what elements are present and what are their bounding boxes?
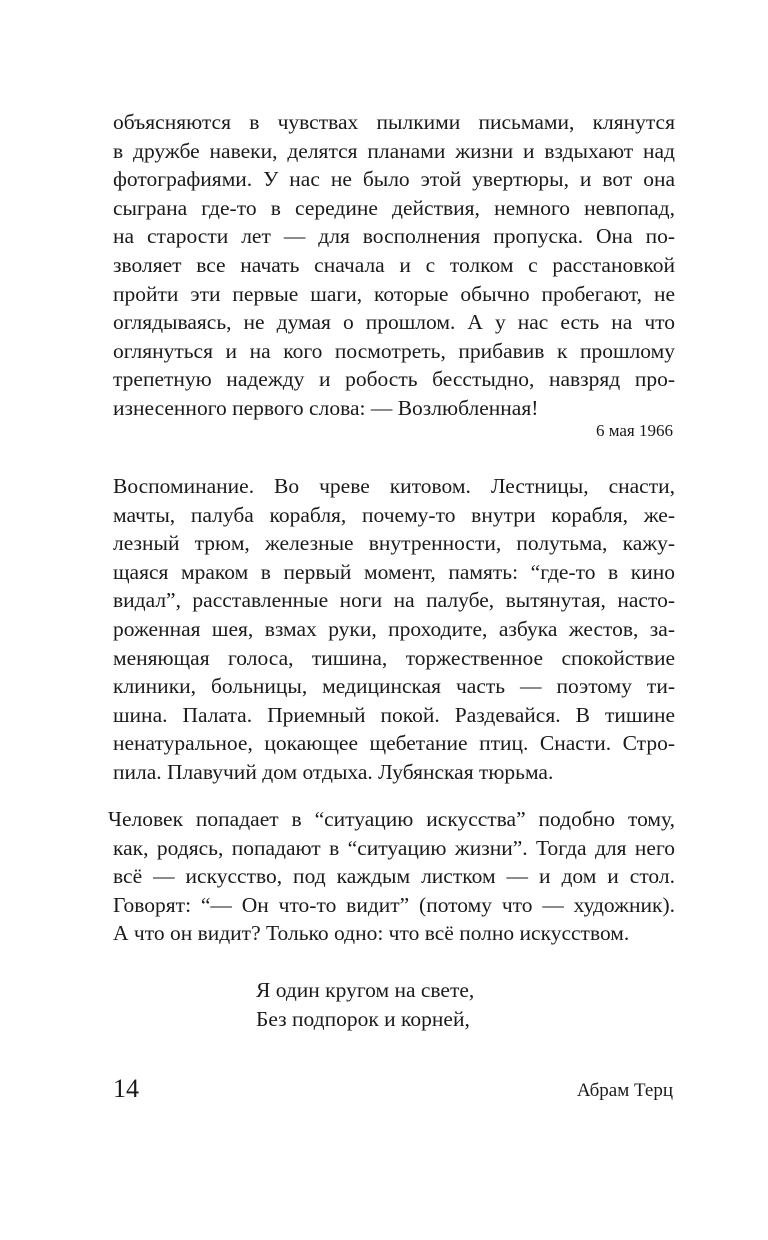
text-line: зволяет все начать сначала и с толком с расстановкой — [113, 252, 675, 277]
text-line: как, родясь, попадают в “ситуацию жизни”. Тогда для него — [113, 835, 675, 860]
text-line: А что он видит? Только одно: что всё полно искусством. — [113, 921, 630, 946]
text-line: сыграна где-то в середине действия, немного невпопад, — [113, 195, 675, 220]
page-number: 14 — [113, 1074, 139, 1103]
paragraph-art — [108, 805, 675, 948]
text-line: пройти эти первые шаги, которые обычно пробегают, не — [113, 281, 675, 306]
text-line: клиники, больницы, медицинская часть — поэтому ти- — [113, 674, 675, 699]
text-line: Воспоминание. Во чреве китовом. Лестницы, снасти, — [113, 474, 675, 498]
text-line: объясняются в чувствах пылкими письмами, клянутся — [113, 110, 675, 134]
text-line: меняющая голоса, тишина, торжественное спокойствие — [113, 645, 675, 670]
text-line: Говорят: “— Он что-то видит” (потому что — художник). — [113, 892, 675, 917]
paragraph-memory — [113, 472, 675, 787]
text-line: лезный трюм, железные внутренности, полутьма, кажу- — [113, 531, 675, 556]
entry-date: 6 мая 1966 — [595, 421, 673, 440]
text-line: фотографиями. У нас не было этой увертюры, и вот она — [113, 167, 675, 192]
text-line: на старости лет — для восполнения пропуска. Она по- — [113, 224, 675, 249]
text-line: мачты, палуба корабля, почему-то внутри корабля, же- — [113, 502, 675, 527]
text-line: оглянуться и на кого посмотреть, прибавив к прошлому — [113, 338, 675, 363]
poem-excerpt — [256, 976, 474, 1034]
text-line: шина. Палата. Приемный покой. Раздевайся. В тишине — [113, 702, 675, 727]
poem-line: Без подпорок и корней, — [256, 1007, 470, 1031]
running-footer-author: Абрам Терц — [576, 1080, 673, 1101]
text-line: всё — искусство, под каждым листком — и дом и стол. — [113, 864, 675, 889]
text-line: в дружбе навеки, делятся планами жизни и вздыхают над — [113, 138, 675, 163]
text-line: видал”, расставленные ноги на палубе, вытянутая, насто- — [113, 588, 675, 613]
text-line: щаяся мраком в первый момент, память: “где-то в кино — [113, 559, 675, 584]
text-line: трепетную надежду и робость бесстыдно, навзряд про- — [113, 367, 675, 392]
paragraph-letters — [113, 108, 675, 423]
text-line: Человек попадает в “ситуацию искусства” подобно тому, — [108, 807, 675, 831]
poem-line: Я один кругом на свете, — [256, 978, 475, 1002]
text-line: ненатуральное, цокающее щебетание птиц. Снасти. Стро- — [113, 731, 675, 756]
text-line: оглядываясь, не думая о прошлом. А у нас есть на что — [113, 310, 675, 335]
text-line: изнесенного первого слова: — Возлюбленная! — [113, 395, 539, 420]
text-line: роженная шея, взмах руки, проходите, азбука жестов, за- — [113, 616, 675, 641]
text-line: пила. Плавучий дом отдыха. Лубянская тюрьма. — [113, 759, 554, 784]
